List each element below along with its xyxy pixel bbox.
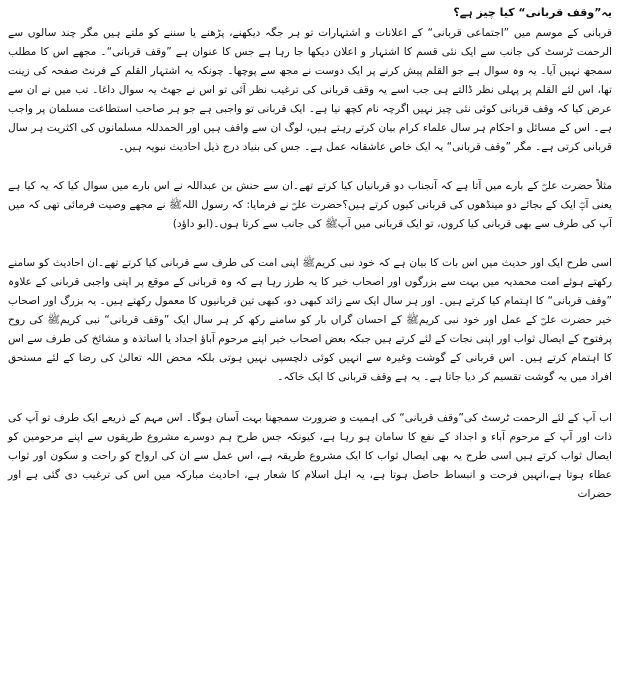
paragraph-3: اسی طرح ایک اور حدیث میں اس بات کا بیان ہے کہ خود نبی کریمﷺ اپنی امت کی طرف سے قربانی کیا کرتے تھے۔ان احادیث کو سامنے رکھتے ہوئے امت محمدیہ میں بہت سے بزرگوں اور اصحاب خیر کا یہ طرز رہا ہے کہ وہ قربانی کے موقع پر اپنی واجبی قربانی کے علاوہ ”وقف قربانی“ کا اہتمام کیا کرتے ہیں۔ اور ہر سال ایک سے زائد کبھی دو، کبھی تین قربانیوں کا معمول رکھتے ہیں۔ یہ بزرگ اور اصحاب خیر حضرت علیؓ کے عمل اور خود نبی کریمﷺ کے احسان گراں بار کو سامنے رکھ کر ہر سال ایک ”وقف قربانی“ نبی کریمﷺ کی روح پرفتوح کے ایصال ثواب اور اپنی نجات کے لئے کرتے ہیں جبکہ بعض اصحاب خیر اپنے مرحوم آباؤ اجداد یا اساتذہ و مشائخ کی طرف سے اس کا اہتمام کرتے ہیں۔ اس قربانی کے گوشت وغیرہ سے انہیں کوئی دلچسپی نہیں ہوتی بلکہ محض اللہ تعالیٰ کی رضا کے لئے مستحق افراد میں یہ گوشت تقسیم کر دیا جاتا ہے۔ یہ ہے وقف قربانی کا ایک خاکہ۔	[8, 257, 612, 383]
article-title: یہ”وقف قربانی“ کیا چیز ہے؟	[453, 6, 612, 19]
paragraph-4: اب آپ کے لئے الرحمت ٹرسٹ کی”وقف قربانی“ کی اہمیت و ضرورت سمجھنا بہت آسان ہوگا۔ اس مہم کے ذریعے ایک طرف تو آپ کی ذات اور آپ کے مرحوم آباء و اجداد کے نفع کا سامان ہو رہا ہے، کیونکہ جس طرح ہم دوسرے مشروع طریقوں سے اپنے مرحومین کو ایصال ثواب کرتے ہیں اسی طرح یہ بھی ایصال ثواب کا ایک مشروع طریقہ ہے، اس عمل سے ان کی ارواح کو راحت و سکون اور ثواب عطاء ہوتا ہے،انہیں فرحت و انبساط حاصل ہوتا ہے، یہ اہل اسلام کا شعار ہے، احادیث مبارکہ میں اس کی ترغیب دی گئی ہے اور حضرات	[8, 412, 612, 500]
paragraph-spacer	[8, 234, 612, 254]
paragraph-2: مثلاً حضرت علیؓ کے بارے میں آتا ہے کہ آنجناب دو قربانیاں کیا کرتے تھے۔ان سے حنش بن عبداللہ نے اس بارے میں سوال کیا کہ یہ کیا ہے یعنی آپؓ ایک کے بجائے دو مینڈھوں کی قربانی کیوں کرتے ہیں؟حضرت علیؓ نے فرمایا: کہ رسول اللہﷺ نے مجھے وصیت فرمائی تھی کہ میں آپ کی طرف سے بھی قربانی کیا کروں، تو ایک قربانی میں آپﷺ کی جانب سے کرتا ہوں۔(ابو داؤد)	[8, 180, 612, 230]
paragraph-1: قربانی کے موسم میں ”اجتماعی قربانی“ کے اعلانات و اشتہارات تو ہر جگہ دیکھنے، پڑھنے یا سننے کو ملتے ہیں مگر چند سالوں سے الرحمت ٹرسٹ کی جانب سے ایک نئی قسم کا اشتہار و اعلان دیکھا جا رہا ہے جس کا عنوان ہے ”وقف قربانی“۔ مجھے اس کا مطلب سمجھ نہیں آیا۔ یہ وہ سوال ہے جو القلم پیش کرنے پر ایک دوست نے مجھ سے پوچھا۔ چونکہ یہ اشتہار القلم کے فرنٹ صفحہ کی زینت تھا، اس لئے القلم پر پہلی نظر ڈالتے ہی جب اسے یہ وقف قربانی کی ترغیب نظر آئی تو اس نے جھٹ یہ سوال داغا۔ تب میں نے ان سے عرض کیا کہ وقف قربانی کوئی نئی چیز نہیں اگرچہ نام کچھ نیا ہے۔ ایک قربانی تو واجبی ہے جو ہر صاحب استطاعت مسلمان پر واجب ہے۔ اس کے مسائل و احکام ہر سال علماء کرام بیان کرتے رہتے ہیں، لوگ ان سے واقف ہیں اور الحمدللہ مسلمانوں کی اکثریت ہر سال قربانی کرتی ہے۔ مگر ”وقف قربانی“ یہ ایک خاص عاشقانہ عمل ہے۔ جس کی بنیاد درج ذیل احادیث نبویہ ہیں۔	[8, 27, 612, 153]
paragraph-spacer	[8, 387, 612, 409]
paragraph-spacer	[8, 157, 612, 177]
